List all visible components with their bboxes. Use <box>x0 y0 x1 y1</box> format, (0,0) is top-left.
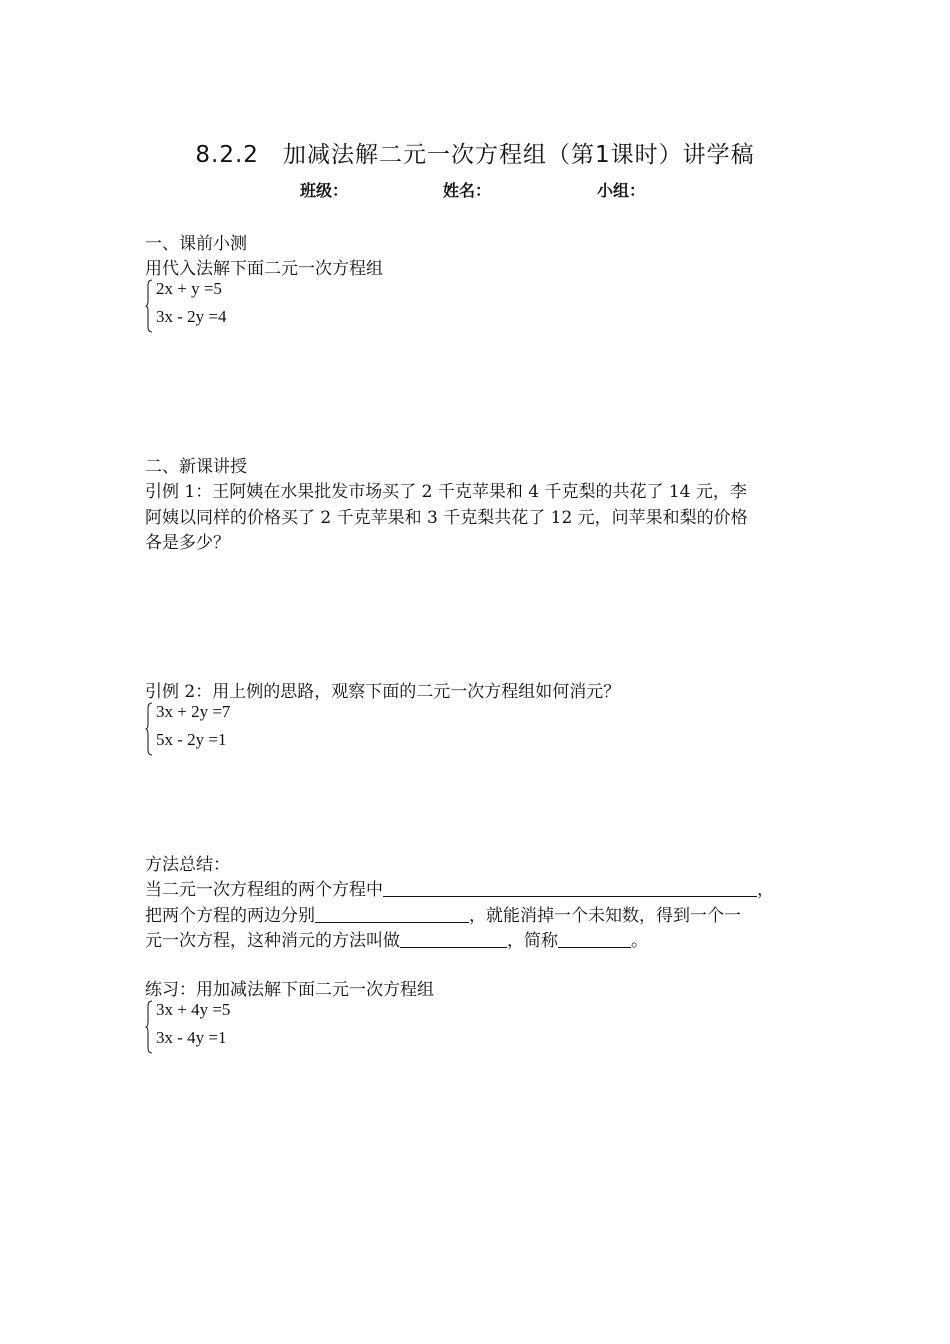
fill-blank[interactable] <box>558 930 631 948</box>
practice-text: 练习：用加减法解下面二元一次方程组 <box>145 980 434 1000</box>
equation-1: 2x + y =5 <box>156 279 222 298</box>
summary-text: ，就能消掉一个未知数，得到一个一 <box>469 906 741 926</box>
class-label: 班级： <box>300 181 349 200</box>
equation-1: 3x + 4y =5 <box>156 1000 231 1019</box>
fill-blank[interactable] <box>383 879 757 897</box>
example2-text: 引例 2：用上例的思路，观察下面的二元一次方程组如何消元？ <box>145 682 621 702</box>
group-label: 小组： <box>597 181 646 200</box>
section2-heading: 二、新课讲授 <box>145 457 247 477</box>
fill-blank[interactable] <box>315 905 469 923</box>
section1-instruction: 用代入法解下面二元一次方程组 <box>145 259 383 279</box>
summary-text: ，简称 <box>507 931 558 951</box>
summary-text: 把两个方程的两边分别 <box>145 906 315 926</box>
summary-text: 。 <box>631 931 648 951</box>
equation-2: 3x - 4y =1 <box>156 1028 227 1047</box>
brace-icon <box>145 279 153 333</box>
section1-heading: 一、课前小测 <box>145 234 247 254</box>
brace-icon <box>145 1000 153 1054</box>
example1-line-2: 阿姨以同样的价格买了 2 千克苹果和 3 千克梨共花了 12 元，问苹果和梨的价格 <box>145 508 748 528</box>
equation-1: 3x + 2y =7 <box>156 702 231 721</box>
example1-line-3: 各是多少？ <box>145 533 230 553</box>
summary-text: 元一次方程，这种消元的方法叫做 <box>145 931 400 951</box>
brace-icon <box>145 702 153 756</box>
fill-blank[interactable] <box>400 930 507 948</box>
summary-text: ， <box>757 880 774 900</box>
equation-2: 5x - 2y =1 <box>156 730 227 749</box>
summary-line-3 <box>145 926 648 951</box>
equation-2: 3x - 2y =4 <box>156 307 227 326</box>
summary-line-2 <box>145 901 741 926</box>
name-label: 姓名： <box>443 181 492 200</box>
example1-line-1: 引例 1：王阿姨在水果批发市场买了 2 千克苹果和 4 千克梨的共花了 14 元，李 <box>145 482 747 502</box>
summary-line-1 <box>145 875 774 900</box>
page-title: 8.2.2 加减法解二元一次方程组（第1课时）讲学稿 <box>195 142 755 168</box>
summary-heading: 方法总结： <box>145 855 230 875</box>
summary-text: 当二元一次方程组的两个方程中 <box>145 880 383 900</box>
